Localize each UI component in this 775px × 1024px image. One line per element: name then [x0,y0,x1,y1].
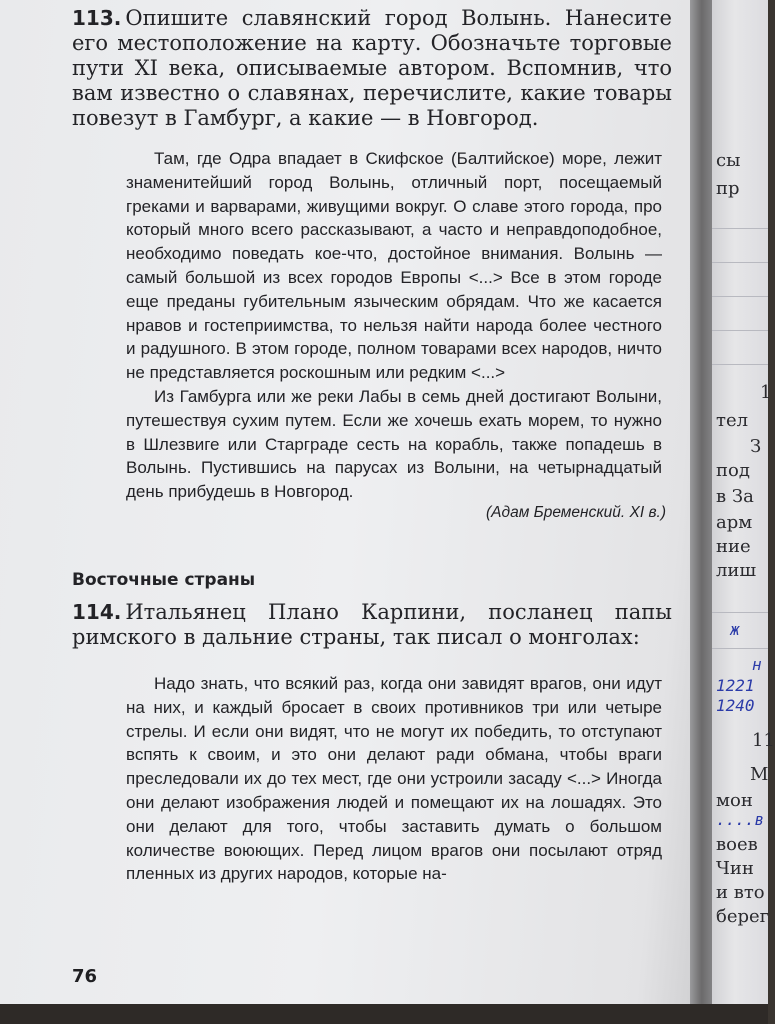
answer-line [712,330,768,331]
answer-line [712,612,768,613]
right-page-fragment: воев [716,834,758,855]
right-page-fragment: и вто [716,882,765,903]
table-surface [0,1004,768,1024]
section-heading: Восточные страны [72,569,256,590]
right-page-fragment: 11 [752,730,775,751]
right-page-fragment: под [716,460,750,481]
right-page-fragment: З [750,436,762,457]
answer-line [712,364,768,365]
right-page-fragment: 1 [760,382,772,403]
answer-line [712,262,768,263]
handwritten-note: ....в [716,810,765,829]
task-113-excerpt-paragraph-2: Из Гамбурга или же реки Лабы в семь дней достигают Волыни, путешествуя сухим путем. Если же хочешь ехать морем, то нужно в Шлезвиге или Старграде сесть на корабль, также попадешь в Волынь. Пустившись на парусах из Волыни, на четырнадцатый день прибудешь в Новгород. [126,386,662,502]
task-114-number: 114. [72,599,122,624]
right-page-fragment: тел [716,410,749,431]
right-page-edge [712,0,775,1024]
page-number: 76 [72,966,98,987]
right-page-fragment: М [750,764,769,785]
right-page-fragment: пр [716,178,740,199]
handwritten-note: 1240 [716,696,755,715]
task-114-prompt-text: Итальянец Плано Карпини, посланец папы римского в дальние страны, так писал о монголах: [72,599,672,649]
right-page-fragment: мон [716,790,753,811]
right-page-fragment: в За [716,486,754,507]
handwritten-note: 1221 [716,676,755,695]
right-page-fragment: берег [716,906,770,927]
right-page-fragment: ние [716,536,751,557]
task-113-number: 113. [72,6,122,30]
handwritten-note: н [752,655,762,674]
task-114-prompt [72,600,672,650]
right-page-fragment: Чин [716,858,754,879]
handwritten-note: ж [730,620,740,639]
task-113-excerpt-paragraph-1: Там, где Одра впадает в Скифское (Балтийское) море, лежит знаменитейший город Волынь, отличный порт, посещаемый греками и варварами, живущими вокруг. О славе этого города, про который много всего рассказывают, а часто и неправдоподобное, необходимо поведать кое-что, достойное внимания. Волынь — самый большой из всех городов Европы <...> Все в этом городе еще преданы губительным языческим обрядам. Что же касается нравов и гостеприимства, то нельзя найти народа более честного и радушного. В этом городе, полном товарами всех народов, ничто не представляется роскошным или редким <...> [126,149,662,383]
task-113-attribution: (Адам Бременский. XI в.) [486,503,666,521]
right-page-fragment: арм [716,512,753,533]
page-content [72,6,672,886]
right-page-fragment: сы [716,150,741,171]
answer-line [712,228,768,229]
task-114-excerpt-paragraph: Надо знать, что всякий раз, когда они завидят врагов, они идут на них, и каждый бросает в своих противников три или четыре стрелы. И если они видят, что не могут их победить, то отступают вспять к своим, и это они делают ради обмана, чтобы враги преследовали их до тех мест, где они устроили засаду <...> Иногда они делают изображения людей и помещают их на лошадях. Это они делают для того, чтобы заставить думать о большом количестве воюющих. Перед лицом врагов они посылают отряд пленных из других народов, которые на- [126,673,662,884]
task-113-prompt [72,6,672,131]
answer-line [712,296,768,297]
right-page-fragment: лиш [716,560,757,581]
answer-line [712,648,768,649]
task-113-prompt-text: Опишите славянский город Волынь. Нанесите его местоположение на карту. Обозначьте торговые пути XI века, описываемые автором. Вспомнив, что вам известно о славянах, перечислите, какие товары повезут в Гамбург, а какие — в Новгород. [72,6,672,130]
